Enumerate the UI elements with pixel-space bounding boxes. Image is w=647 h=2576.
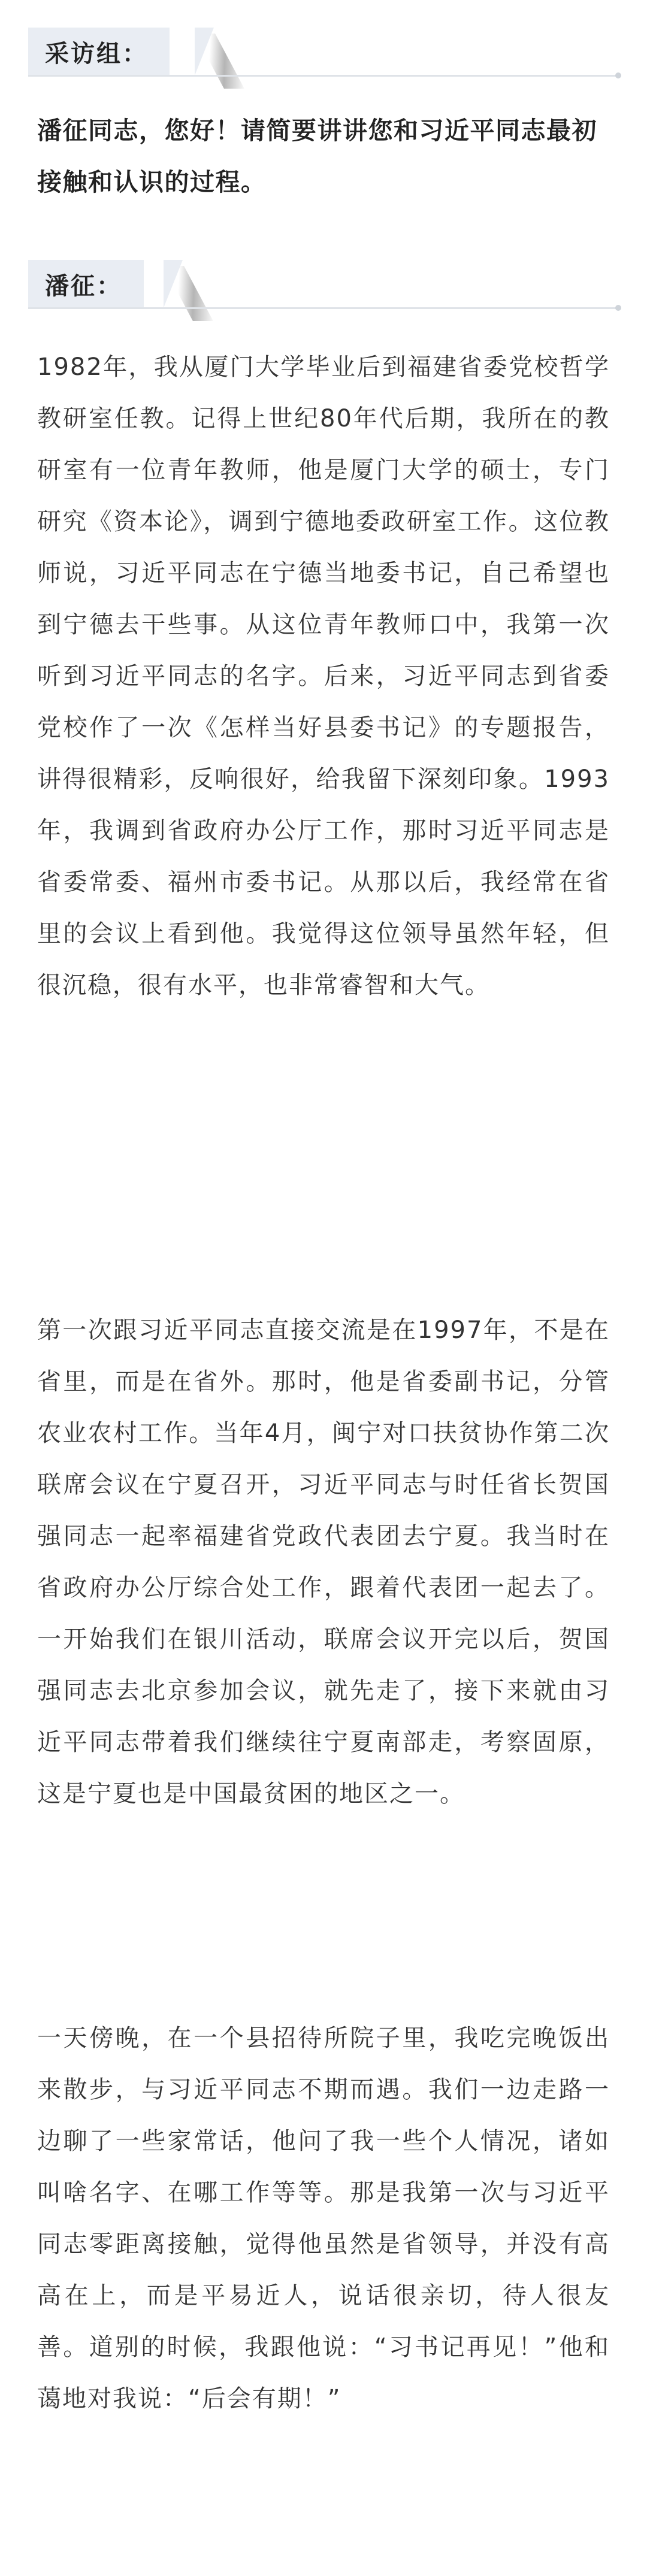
answer-tag-label: 潘征： — [45, 272, 122, 300]
answer-paragraph-3: 一天傍晚，在一个县招待所院子里，我吃完晚饭出来散步，与习近平同志不期而遇。我们一边走路一边聊了一些家常话，他问了我一些个人情况，诸如叫啥名字、在哪工作等等。那是我第一次与习近平同志零距离接触，觉得他虽然是省领导，并没有高高在上，而是平易近人，说话很亲切，待人很友善。道别的时候，我跟他说：“习书记再见！”他和蔼地对我说：“后会有期！” — [37, 2024, 610, 2412]
answer-tag-box — [28, 260, 144, 308]
answer-tag-divider — [28, 307, 619, 309]
interviewer-question: 潘征同志，您好！请简要讲讲您和习近平同志最初接触和认识的过程。 — [37, 116, 597, 196]
answer-paragraph-2: 第一次跟习近平同志直接交流是在1997年，不是在省里，而是在省外。那时，他是省委副书记，分管农业农村工作。当年4月，闽宁对口扶贫协作第二次联席会议在宁夏召开，习近平同志与时任省长贺国强同志一起率福建省党政代表团去宁夏。我当时在省政府办公厅综合处工作，跟着代表团一起去了。一开始我们在银川活动，联席会议开完以后，贺国强同志去北京参加会议，就先走了，接下来就由习近平同志带着我们继续往宁夏南部走，考察固原，这是宁夏也是中国最贫困的地区之一。 — [37, 1316, 610, 1808]
interviewer-tag-label: 采访组： — [45, 40, 148, 68]
answer-tag-row — [28, 254, 619, 320]
answer-tag-dot — [615, 305, 621, 311]
interviewer-tag-dot — [615, 72, 621, 78]
answer-paragraph-1: 1982年，我从厦门大学毕业后到福建省委党校哲学教研室任教。记得上世纪80年代后期，我所在的教研室有一位青年教师，他是厦门大学的硕士，专门研究《资本论》，调到宁德地委政研室工作。这位教师说，习近平同志在宁德当地委书记，自己希望也到宁德去干些事。从这位青年教师口中，我第一次听到习近平同志的名字。后来，习近平同志到省委党校作了一次《怎样当好县委书记》的专题报告，讲得很精彩，反响很好，给我留下深刻印象。1993年，我调到省政府办公厅工作，那时习近平同志是省委常委、福州市委书记。从那以后，我经常在省里的会议上看到他。我觉得这位领导虽然年轻，但很沉稳，很有水平，也非常睿智和大气。 — [37, 353, 610, 999]
interviewer-tag-row — [28, 22, 619, 87]
interviewer-tag-divider — [28, 75, 619, 77]
interviewer-tag-box — [28, 28, 170, 75]
